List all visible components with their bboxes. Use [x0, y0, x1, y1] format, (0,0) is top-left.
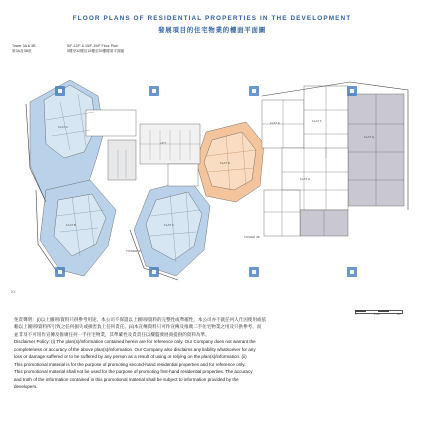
flat-d-label: FLAT D	[220, 161, 231, 165]
flat-f-label: FLAT F	[312, 119, 322, 123]
disclaimer-zh-line: 賴以上圖則/資料所引致之任何損失或損害負上任何責任。(ii)本宣傳資料只可作宣傳及推廣二手住宅物業之用及只供參考，而	[14, 324, 262, 330]
lift-label: LIFT	[160, 141, 167, 145]
flat-e-label: FLAT E	[270, 121, 280, 125]
header	[0, 0, 424, 42]
tower-3b-label: TOWER 3B	[244, 235, 260, 239]
page-title: FLOOR PLANS OF RESIDENTIAL PROPERTIES IN THE DEVELOPMENT	[72, 15, 352, 22]
page-number: XX	[11, 290, 16, 294]
flat-h-label: FLAT H	[300, 177, 311, 181]
floor-range-en: 5/F-12/F & 15/F-39/F Floor Plan	[67, 44, 118, 48]
flat-c-label: FLAT C	[164, 223, 175, 227]
flat-b-label: FLAT B	[66, 223, 76, 227]
disclaimer	[14, 316, 412, 391]
flat-a-label: FLAT A	[58, 125, 68, 129]
tower-heading	[12, 44, 36, 54]
floor-plan	[0, 40, 424, 316]
disclaimer-en-line: loss or damage suffered or to be suffered by any person as a result of using or relying on the plan(s)/information. (ii)	[14, 354, 247, 360]
scale-label-mid: 2.5m	[374, 313, 380, 316]
tower-3a-block	[30, 80, 136, 276]
disclaimer-en-line: This promotional material shall not be used for the purpose of promoting first-hand residential properties. The accuracy	[14, 369, 253, 375]
floor-range-heading	[67, 44, 124, 54]
disclaimer-zh-line: 免責聲明：(i)以上圖則/資料只供參考用途，本公司不保證以上圖則/資料的完整性或準確性，本公司亦不就任何人仕因使用或依	[14, 317, 267, 322]
disclaimer-zh-line: 並非及不可用作宣傳及推廣任何一手住宅物業，其準確性及責責任以樓盤發展商提供的資料為準。	[14, 331, 210, 337]
tower-3a-label: TOWER 3A	[126, 249, 142, 253]
page-subtitle: 發展項目的住宅物業的樓面平面圖	[158, 27, 266, 34]
disclaimer-en-line: This promotional material is for the purpose of promoting second-hand residential properties and for reference only.	[14, 361, 246, 367]
disclaimer-en-line: and truth of the information contained in this promotional material shall be subject to information provided by the	[14, 376, 239, 382]
floor-plan-drawing	[0, 40, 424, 310]
scale-label-end: 5m	[397, 313, 401, 316]
tower-heading-zh: 第3A及3B座	[12, 49, 32, 53]
floor-range-zh: 5樓至12樓及15樓至39樓樓面平面圖	[67, 49, 125, 53]
flat-g-label: FLAT G	[364, 135, 375, 139]
scale-label-start: 0	[355, 313, 357, 316]
disclaimer-en-line: developers.	[14, 384, 38, 390]
disclaimer-en-line: Disclaimer Policy: (i) The plan(s)/information contained herein are for reference only. Our Company does not warrant the	[14, 339, 256, 345]
disclaimer-en-line: completeness or accuracy of the above plan(s)/information. Our Company also disclaims any liability whatsoever for any	[14, 346, 256, 352]
tower-heading-en: Tower 3A & 3B	[12, 44, 36, 48]
